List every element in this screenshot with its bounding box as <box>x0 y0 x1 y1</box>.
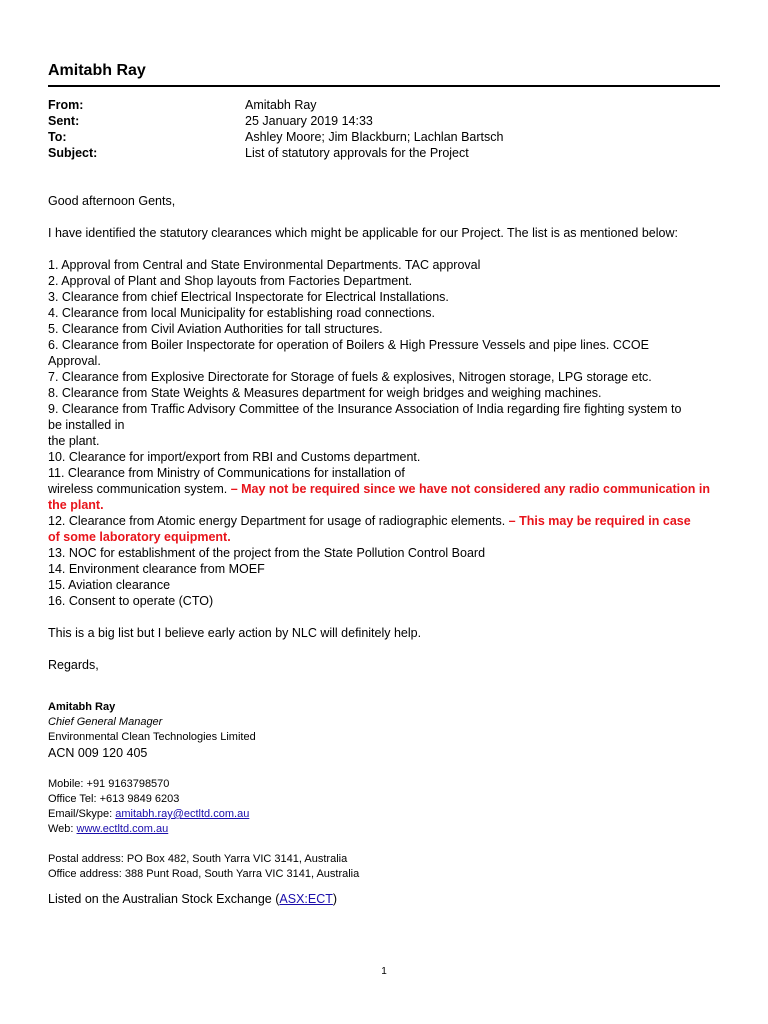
signature-name: Amitabh Ray <box>48 701 116 713</box>
list-item: 2. Approval of Plant and Shop layouts from Factories Department. <box>48 274 413 288</box>
list-item: 15. Aviation clearance <box>48 578 171 592</box>
sent-label: Sent: <box>48 114 80 128</box>
list-item: Approval. <box>48 354 101 368</box>
list-item: 4. Clearance from local Municipality for establishing road connections. <box>48 306 435 320</box>
subject-value: List of statutory approvals for the Project <box>245 146 469 160</box>
list-item: 1. Approval from Central and State Environmental Departments. TAC approval <box>48 258 481 272</box>
list-item: 5. Clearance from Civil Aviation Authorities for tall structures. <box>48 322 383 336</box>
list-item <box>48 481 720 497</box>
list-item: be installed in <box>48 418 125 432</box>
signature-mobile: Mobile: +91 9163798570 <box>48 778 170 790</box>
item11-note-cont: the plant. <box>48 498 104 512</box>
email-label: Email/Skype: <box>48 808 116 820</box>
signature-company: Environmental Clean Technologies Limited <box>48 731 256 743</box>
header-row-subject <box>48 145 720 161</box>
list-item: 6. Clearance from Boiler Inspectorate for operation of Boilers & High Pressure Vessels and pipe lines. CCOE <box>48 338 649 352</box>
signature-acn: ACN 009 120 405 <box>48 746 148 760</box>
list-item: 9. Clearance from Traffic Advisory Committee of the Insurance Association of India regarding fire fighting system to <box>48 402 682 416</box>
header-row-sent <box>48 113 720 129</box>
item12-note: – This may be required in case <box>505 514 691 528</box>
from-value: Amitabh Ray <box>245 98 317 112</box>
signature-office-tel: Office Tel: +613 9849 6203 <box>48 793 180 805</box>
signature-email-line <box>48 807 720 822</box>
office-address: Office address: 388 Punt Road, South Yarra VIC 3141, Australia <box>48 868 360 880</box>
subject-label: Subject: <box>48 146 98 160</box>
list-item: 16. Consent to operate (CTO) <box>48 594 214 608</box>
web-label: Web: <box>48 823 77 835</box>
page-number: 1 <box>381 966 387 977</box>
list-item: 7. Clearance from Explosive Directorate for Storage of fuels & explosives, Nitrogen storage, LPG storage etc. <box>48 370 652 384</box>
list-item <box>48 529 720 545</box>
list-item: 3. Clearance from chief Electrical Inspectorate for Electrical Installations. <box>48 290 449 304</box>
list-item: 8. Clearance from State Weights & Measures department for weigh bridges and weighing machines. <box>48 386 602 400</box>
listed-close: ) <box>332 892 338 906</box>
list-item: 10. Clearance for import/export from RBI and Customs department. <box>48 450 421 464</box>
item12-text: 12. Clearance from Atomic energy Department for usage of radiographic elements. <box>48 514 506 528</box>
list-item: 11. Clearance from Ministry of Communications for installation of <box>48 466 405 480</box>
list-item <box>48 513 720 529</box>
signature-web-line <box>48 822 720 837</box>
item12-note-cont: of some laboratory equipment. <box>48 530 231 544</box>
sent-value: 25 January 2019 14:33 <box>245 114 373 128</box>
sender-title: Amitabh Ray <box>48 62 146 79</box>
list-item: 14. Environment clearance from MOEF <box>48 562 265 576</box>
to-label: To: <box>48 130 67 144</box>
postal-address: Postal address: PO Box 482, South Yarra VIC 3141, Australia <box>48 853 348 865</box>
closing-paragraph: This is a big list but I believe early action by NLC will definitely help. <box>48 626 422 640</box>
header-row-to <box>48 129 720 145</box>
item11-continuation: wireless communication system. <box>48 482 228 496</box>
clearance-list <box>48 257 720 609</box>
header-row-from <box>48 97 720 113</box>
email-header <box>48 97 720 161</box>
email-body <box>48 193 720 673</box>
regards: Regards, <box>48 658 99 672</box>
list-item: the plant. <box>48 434 100 448</box>
greeting: Good afternoon Gents, <box>48 194 176 208</box>
from-label: From: <box>48 98 84 112</box>
intro-paragraph: I have identified the statutory clearances which might be applicable for our Project. The list is as mentioned below: <box>48 226 678 240</box>
list-item: 13. NOC for establishment of the project from the State Pollution Control Board <box>48 546 486 560</box>
signature-block <box>48 700 720 882</box>
to-value: Ashley Moore; Jim Blackburn; Lachlan Bartsch <box>245 130 504 144</box>
listed-text: Listed on the Australian Stock Exchange ( <box>48 892 280 906</box>
list-item <box>48 497 720 513</box>
signature-role: Chief General Manager <box>48 716 163 728</box>
email-link[interactable]: amitabh.ray@ectltd.com.au <box>115 808 250 820</box>
title-divider <box>48 85 720 87</box>
item11-note: – May not be required since we have not considered any radio communication in <box>227 482 710 496</box>
asx-link[interactable]: ASX:ECT <box>279 892 333 906</box>
stock-exchange-line <box>48 891 337 907</box>
web-link[interactable]: www.ectltd.com.au <box>76 823 169 835</box>
